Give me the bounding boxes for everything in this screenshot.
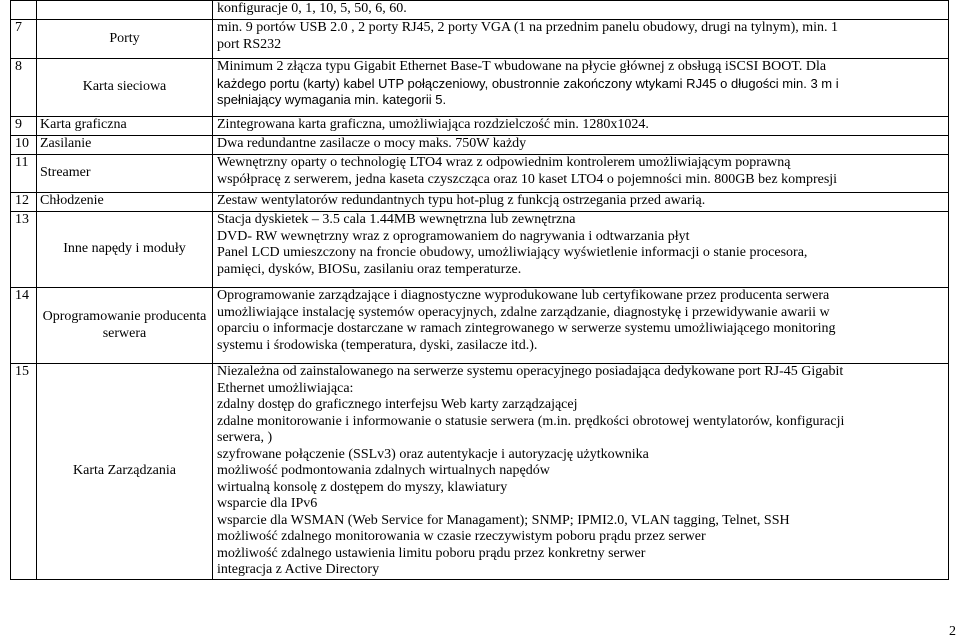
row-number: 8 [11,59,37,117]
spec-line: Stacja dyskietek – 3.5 cala 1.44MB wewnętrzna lub zewnętrzna [217,212,576,227]
spec-line: Minimum 2 złącza typu Gigabit Ethernet Base-T wbudowane na płycie głównej z obsługą iSCSI BOOT. Dla [217,59,827,74]
row-name [37,1,213,20]
row-specification [213,1,949,20]
spec-line: Zestaw wentylatorów redundantnych typu hot-plug z funkcją ostrzegania przed awarią. [217,193,706,208]
row-specification [213,136,949,155]
row-specification [213,212,949,288]
row-specification [213,364,949,580]
row-number [11,1,37,20]
table-row [11,20,949,59]
spec-line: wsparcie dla IPv6 [217,496,318,511]
table-row [11,193,949,212]
row-name: Karta sieciowa [37,59,213,117]
row-number: 14 [11,288,37,364]
row-number: 10 [11,136,37,155]
row-number: 7 [11,20,37,59]
table-row [11,212,949,288]
spec-line: port RS232 [217,36,282,52]
spec-line: wirtualną konsolę z dostępem do myszy, klawiatury [217,479,508,495]
row-specification [213,155,949,193]
spec-line: zdalny dostęp do graficznego interfejsu Web karty zarządzającej [217,397,578,412]
spec-line: Panel LCD umieszczony na froncie obudowy, umożliwiający wyświetlenie informacji o stanie procesora, [217,245,808,260]
table-row [11,288,949,364]
row-name: Oprogramowanie producenta serwera [37,288,213,364]
spec-line: możliwość podmontowania zdalnych wirtualnych napędów [217,463,550,478]
spec-line: serwera, ) [217,430,273,445]
spec-line: pamięci, dysków, BIOSu, zasilaniu oraz temperaturze. [217,261,522,277]
spec-line: Wewnętrzny oparty o technologię LTO4 wraz z odpowiednim kontrolerem umożliwiającym poprawną [217,155,791,170]
table-row [11,59,949,117]
spec-line: współpracę z serwerem, jedna kaseta czyszcząca oraz 10 kaset LTO4 o pojemności min. 800GB bez kompresji [217,171,838,187]
spec-line: możliwość zdalnego ustawienia limitu poboru prądu przez konkretny serwer [217,545,646,561]
row-name: Karta Zarządzania [37,364,213,580]
spec-line: systemu i środowiska (temperatura, dyski, zasilacze itd.). [217,337,538,353]
spec-line: konfiguracje 0, 1, 10, 5, 50, 6, 60. [217,1,407,16]
row-number: 9 [11,117,37,136]
row-name: Streamer [37,155,213,193]
row-name: Karta graficzna [37,117,213,136]
row-name: Porty [37,20,213,59]
page-number: 2 [949,624,956,639]
table-row [11,1,949,20]
row-specification [213,288,949,364]
row-name: Zasilanie [37,136,213,155]
spec-line: integracja z Active Directory [217,562,380,577]
spec-line: zdalne monitorowanie i informowanie o statusie serwera (m.in. prędkości obrotowej wentylatorów, konfiguracji [217,413,845,429]
spec-line: Dwa redundantne zasilacze o mocy maks. 750W każdy [217,136,527,151]
row-number: 11 [11,155,37,193]
row-specification [213,117,949,136]
spec-line: min. 9 portów USB 2.0 , 2 porty RJ45, 2 porty VGA (1 na przednim panelu obudowy, drugi na tylnym), min. 1 [217,20,839,35]
spec-line: DVD- RW wewnętrzny wraz z oprogramowaniem do nagrywania i odtwarzania płyt [217,228,690,244]
row-name: Inne napędy i moduły [37,212,213,288]
spec-line: możliwość zdalnego monitorowania w czasie rzeczywistym poboru prądu przez serwer [217,529,706,544]
row-number: 13 [11,212,37,288]
spec-line: Ethernet umożliwiająca: [217,380,354,396]
spec-line: spełniający wymagania min. kategorii 5. [217,92,447,107]
spec-line: oparciu o informacje dostarczane w ramach zintegrowanego w serwerze systemu umożliwiającego monitoring [217,321,836,336]
row-number: 15 [11,364,37,580]
spec-line: wsparcie dla WSMAN (Web Service for Managament); SNMP; IPMI2.0, VLAN tagging, Telnet, SSH [217,512,790,528]
spec-line: Zintegrowana karta graficzna, umożliwiająca rozdzielczość min. 1280x1024. [217,117,649,132]
row-number: 12 [11,193,37,212]
table-row [11,117,949,136]
table-row [11,155,949,193]
spec-line: każdego portu (karty) kabel UTP połączeniowy, obustronnie zakończony wtykami RJ45 o długości min. 3 m i [217,75,839,91]
row-specification [213,193,949,212]
spec-line: szyfrowane połączenie (SSLv3) oraz autentykacje i autoryzację użytkownika [217,446,649,462]
table-row [11,364,949,580]
table-row [11,136,949,155]
row-specification [213,20,949,59]
spec-line: umożliwiające instalację systemów operacyjnych, zdalne zarządzanie, diagnostykę i przewidywanie awarii w [217,304,830,320]
row-specification [213,59,949,117]
spec-line: Oprogramowanie zarządzające i diagnostyczne wyprodukowane lub certyfikowane przez producenta serwera [217,288,830,303]
specification-table [10,0,949,580]
row-name: Chłodzenie [37,193,213,212]
spec-line: Niezależna od zainstalowanego na serwerze systemu operacyjnego posiadająca dedykowane port RJ-45 Gigabit [217,364,844,379]
